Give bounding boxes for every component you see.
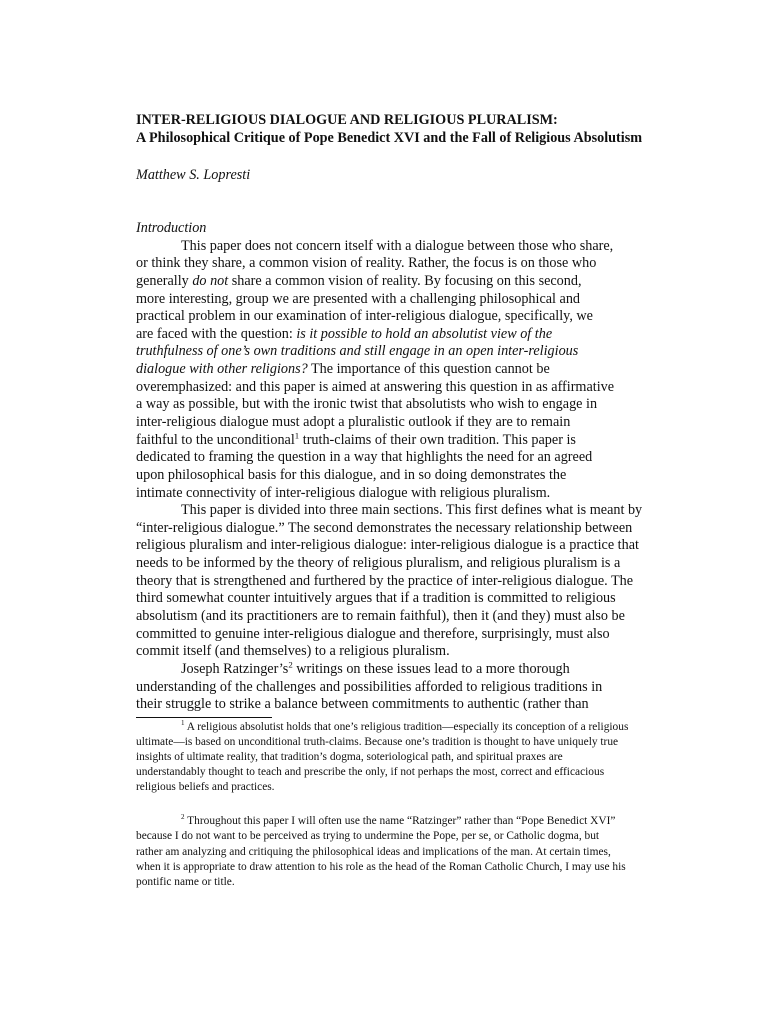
body-line: committed to genuine inter-religious dialogue and therefore, surprisingly, must also xyxy=(136,625,610,642)
body-line: dedicated to framing the question in a way that highlights the need for an agreed xyxy=(136,449,593,466)
body-line: overemphasized: and this paper is aimed at answering this question in as affirmative xyxy=(136,378,615,395)
body-line: This paper does not concern itself with a dialogue between those who share, xyxy=(181,237,614,254)
body-line: truthfulness of one’s own traditions and still engage in an open inter-religious xyxy=(136,343,579,360)
body-line: faithful to the unconditional$^1$ truth-claims of their own tradition. This paper is xyxy=(136,429,576,448)
footnote-separator xyxy=(136,717,272,718)
footnote-mark-1: 1 xyxy=(181,719,185,728)
footnote-1: $^1$ A religious absolutist holds that one’s religious tradition—especially its conception of a religious ultimate—is based on unconditional truth-claims. Because one’s tradition is thought to have uniquely true insights of ultimate reality, that tradition’s dogma, soteriological path, and spiritual praxes are understandably thought to teach and prescribe the only, if not perhaps the most, correct and efficacious religious beliefs and practices. xyxy=(136,719,629,794)
body-line: or think they share, a common vision of reality. Rather, the focus is on those who xyxy=(136,255,597,272)
footnote-mark-2: 2 xyxy=(181,813,185,822)
body-line: absolutism (and its practitioners are to remain faithful), then it (and they) must also be xyxy=(136,608,625,625)
emphasis-text: do not xyxy=(192,272,229,289)
body-line: practical problem in our examination of inter-religious dialogue, specifically, we xyxy=(136,308,593,325)
title-line-1: INTER-RELIGIOUS DIALOGUE AND RELIGIOUS PLURALISM: xyxy=(136,112,558,128)
emphasis-text: dialogue with other religions? xyxy=(136,361,308,378)
body-line: commit itself (and themselves) to a religious pluralism. xyxy=(136,643,450,660)
footnote-ref-1[interactable]: 1 xyxy=(294,429,300,440)
body-line: generally do not share a common vision of reality. By focusing on this second, xyxy=(136,272,582,289)
body-line: more interesting, group we are presented with a challenging philosophical and xyxy=(136,290,581,307)
body-line: their struggle to strike a balance between commitments to authentic (rather than xyxy=(136,696,589,713)
body-line: are faced with the question: is it possible to hold an absolutist view of the xyxy=(136,325,553,342)
body-line: understanding of the challenges and possibilities afforded to religious traditions in xyxy=(136,678,603,695)
footnote-ref-2[interactable]: 2 xyxy=(288,659,293,670)
paragraph-1 xyxy=(136,238,676,503)
body-line: inter-religious dialogue must adopt a pluralistic outlook if they are to remain xyxy=(136,414,571,430)
body-line: intimate connectivity of inter-religious dialogue with religious pluralism. xyxy=(136,484,551,501)
paragraph-3 xyxy=(136,661,676,714)
paragraph-2 xyxy=(136,502,676,661)
body-line: theory that is strengthened and furthered by the practice of inter-religious dialogue. The xyxy=(136,572,634,589)
title-line-2: A Philosophical Critique of Pope Benedict XVI and the Fall of Religious Absolutism xyxy=(136,130,643,146)
footnote-2: $^2$ Throughout this paper I will often use the name “Ratzinger” rather than “Pope Benedict XVI” because I do not want to be perceived as trying to undermine the Pope, per se, or Catholic dogma, but rather am analyzing and critiquing the philosophical ideas and implications of the man. At certain times, when it is appropriate to draw attention to his role as the head of the Roman Catholic Church, I may use his pontific name or title. xyxy=(136,813,626,888)
document-page xyxy=(136,111,676,890)
body-line: third somewhat counter intuitively argues that if a tradition is committed to religious xyxy=(136,590,616,607)
body-line: “inter-religious dialogue.” The second demonstrates the necessary relationship between xyxy=(136,519,633,536)
body-line: upon philosophical basis for this dialogue, and in so doing demonstrates the xyxy=(136,466,567,483)
body-line: a way as possible, but with the ironic twist that absolutists who wish to engage in xyxy=(136,396,598,413)
author-name: Matthew S. Lopresti xyxy=(136,167,251,183)
body-line: Joseph $Ratzinger’s^2$ writings on these issues lead to a more thorough xyxy=(181,659,570,677)
body-line: This paper is divided into three main sections. This first defines what is meant by xyxy=(181,502,643,519)
body-line: religious pluralism and inter-religious dialogue: inter-religious dialogue is a practice that xyxy=(136,537,639,554)
section-heading-introduction: Introduction xyxy=(136,220,207,236)
body-line: needs to be informed by the theory of religious pluralism, and religious pluralism is a xyxy=(136,555,621,572)
body-line: dialogue with other religions? The importance of this question cannot be xyxy=(136,361,550,378)
emphasis-text: is it possible to hold an absolutist view of the xyxy=(296,325,553,342)
